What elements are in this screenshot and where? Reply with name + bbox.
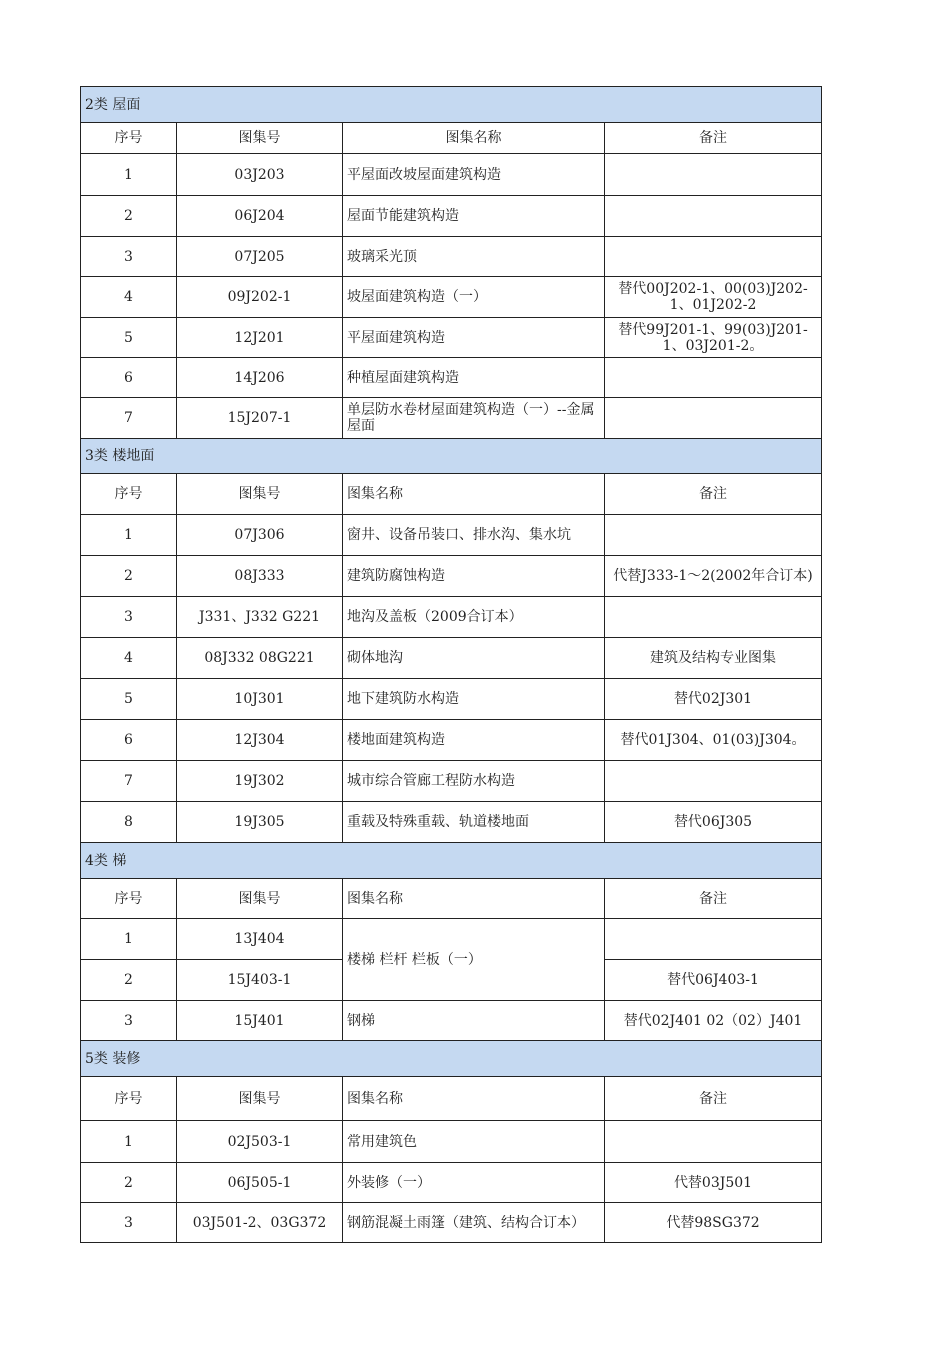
table-row bbox=[81, 1163, 822, 1203]
table-row bbox=[81, 919, 822, 960]
header-no: 序号 bbox=[81, 1077, 177, 1121]
table-row bbox=[81, 1001, 822, 1041]
row-code: 08J332 08G221 bbox=[177, 638, 343, 679]
row-name: 楼地面建筑构造 bbox=[343, 720, 605, 761]
row-note bbox=[605, 515, 822, 556]
row-name: 种植屋面建筑构造 bbox=[343, 358, 605, 398]
section-header-decoration bbox=[81, 1041, 822, 1077]
row-no: 4 bbox=[81, 638, 177, 679]
header-note: 备注 bbox=[605, 1077, 822, 1121]
row-note: 替代99J201-1、99(03)J201-1、03J201-2。 bbox=[605, 318, 822, 358]
row-name: 重载及特殊重载、轨道楼地面 bbox=[343, 802, 605, 843]
column-header-row bbox=[81, 1077, 822, 1121]
row-note bbox=[605, 196, 822, 237]
row-code: 15J207-1 bbox=[177, 398, 343, 439]
atlas-catalog-table bbox=[80, 86, 822, 1243]
table-row bbox=[81, 515, 822, 556]
table-row bbox=[81, 358, 822, 398]
row-note bbox=[605, 919, 822, 960]
row-code: 06J505-1 bbox=[177, 1163, 343, 1203]
row-no: 8 bbox=[81, 802, 177, 843]
row-name: 外装修（一） bbox=[343, 1163, 605, 1203]
header-name: 图集名称 bbox=[343, 1077, 605, 1121]
header-name: 图集名称 bbox=[343, 474, 605, 515]
row-code: J331、J332 G221 bbox=[177, 597, 343, 638]
section-title: 4类 梯 bbox=[81, 843, 822, 879]
section-header-stair bbox=[81, 843, 822, 879]
row-code: 15J403-1 bbox=[177, 960, 343, 1001]
row-code: 10J301 bbox=[177, 679, 343, 720]
row-code: 19J305 bbox=[177, 802, 343, 843]
header-note: 备注 bbox=[605, 123, 822, 154]
row-code: 14J206 bbox=[177, 358, 343, 398]
table-row bbox=[81, 802, 822, 843]
row-note: 代替J333-1～2(2002年合订本) bbox=[605, 556, 822, 597]
row-note: 代替03J501 bbox=[605, 1163, 822, 1203]
row-code: 13J404 bbox=[177, 919, 343, 960]
row-code: 12J304 bbox=[177, 720, 343, 761]
section-title: 3类 楼地面 bbox=[81, 439, 822, 474]
row-no: 3 bbox=[81, 1001, 177, 1041]
table-row bbox=[81, 1121, 822, 1163]
row-note bbox=[605, 398, 822, 439]
table-row bbox=[81, 761, 822, 802]
row-note: 替代02J301 bbox=[605, 679, 822, 720]
row-note: 替代00J202-1、00(03)J202-1、01J202-2 bbox=[605, 277, 822, 318]
row-no: 1 bbox=[81, 154, 177, 196]
row-no: 6 bbox=[81, 720, 177, 761]
table-row bbox=[81, 154, 822, 196]
header-code: 图集号 bbox=[177, 879, 343, 919]
row-note bbox=[605, 358, 822, 398]
row-name: 地沟及盖板（2009合订本） bbox=[343, 597, 605, 638]
row-no: 1 bbox=[81, 919, 177, 960]
row-code: 12J201 bbox=[177, 318, 343, 358]
row-no: 7 bbox=[81, 398, 177, 439]
section-title: 5类 装修 bbox=[81, 1041, 822, 1077]
row-no: 2 bbox=[81, 1163, 177, 1203]
table-row bbox=[81, 638, 822, 679]
column-header-row bbox=[81, 474, 822, 515]
row-code: 09J202-1 bbox=[177, 277, 343, 318]
row-no: 3 bbox=[81, 237, 177, 277]
row-code: 07J306 bbox=[177, 515, 343, 556]
row-name: 砌体地沟 bbox=[343, 638, 605, 679]
row-name: 平屋面改坡屋面建筑构造 bbox=[343, 154, 605, 196]
table-row bbox=[81, 720, 822, 761]
row-code: 07J205 bbox=[177, 237, 343, 277]
row-no: 5 bbox=[81, 679, 177, 720]
table-row bbox=[81, 556, 822, 597]
header-note: 备注 bbox=[605, 879, 822, 919]
row-name: 钢梯 bbox=[343, 1001, 605, 1041]
row-name: 屋面节能建筑构造 bbox=[343, 196, 605, 237]
header-no: 序号 bbox=[81, 879, 177, 919]
row-name: 楼梯 栏杆 栏板（一） bbox=[343, 919, 605, 1001]
row-code: 08J333 bbox=[177, 556, 343, 597]
row-code: 02J503-1 bbox=[177, 1121, 343, 1163]
row-name: 常用建筑色 bbox=[343, 1121, 605, 1163]
row-name: 坡屋面建筑构造（一） bbox=[343, 277, 605, 318]
row-name: 城市综合管廊工程防水构造 bbox=[343, 761, 605, 802]
row-no: 1 bbox=[81, 1121, 177, 1163]
header-code: 图集号 bbox=[177, 474, 343, 515]
row-code: 15J401 bbox=[177, 1001, 343, 1041]
table-row bbox=[81, 196, 822, 237]
row-code: 03J501-2、03G372 bbox=[177, 1203, 343, 1243]
header-no: 序号 bbox=[81, 474, 177, 515]
table-row bbox=[81, 597, 822, 638]
row-note: 建筑及结构专业图集 bbox=[605, 638, 822, 679]
header-name: 图集名称 bbox=[343, 123, 605, 154]
row-no: 5 bbox=[81, 318, 177, 358]
table-row bbox=[81, 679, 822, 720]
row-code: 19J302 bbox=[177, 761, 343, 802]
header-code: 图集号 bbox=[177, 123, 343, 154]
header-name: 图集名称 bbox=[343, 879, 605, 919]
row-no: 4 bbox=[81, 277, 177, 318]
section-title: 2类 屋面 bbox=[81, 87, 822, 123]
row-note bbox=[605, 597, 822, 638]
row-note bbox=[605, 154, 822, 196]
row-no: 3 bbox=[81, 597, 177, 638]
header-note: 备注 bbox=[605, 474, 822, 515]
row-note bbox=[605, 761, 822, 802]
section-header-roof bbox=[81, 87, 822, 123]
row-name: 单层防水卷材屋面建筑构造（一）--金属屋面 bbox=[343, 398, 605, 439]
row-no: 1 bbox=[81, 515, 177, 556]
section-header-floor bbox=[81, 439, 822, 474]
row-no: 6 bbox=[81, 358, 177, 398]
row-name: 平屋面建筑构造 bbox=[343, 318, 605, 358]
row-name: 建筑防腐蚀构造 bbox=[343, 556, 605, 597]
table-row bbox=[81, 318, 822, 358]
header-code: 图集号 bbox=[177, 1077, 343, 1121]
row-code: 06J204 bbox=[177, 196, 343, 237]
row-no: 7 bbox=[81, 761, 177, 802]
row-no: 2 bbox=[81, 556, 177, 597]
table-row bbox=[81, 277, 822, 318]
row-no: 3 bbox=[81, 1203, 177, 1243]
row-note bbox=[605, 1121, 822, 1163]
row-note: 替代06J403-1 bbox=[605, 960, 822, 1001]
row-note: 替代06J305 bbox=[605, 802, 822, 843]
row-note: 替代01J304、01(03)J304。 bbox=[605, 720, 822, 761]
column-header-row bbox=[81, 123, 822, 154]
row-note: 替代02J401 02（02）J401 bbox=[605, 1001, 822, 1041]
row-name: 地下建筑防水构造 bbox=[343, 679, 605, 720]
row-note bbox=[605, 237, 822, 277]
column-header-row bbox=[81, 879, 822, 919]
row-note: 代替98SG372 bbox=[605, 1203, 822, 1243]
row-name: 窗井、设备吊装口、排水沟、集水坑 bbox=[343, 515, 605, 556]
row-name: 钢筋混凝土雨篷（建筑、结构合订本） bbox=[343, 1203, 605, 1243]
table-row bbox=[81, 1203, 822, 1243]
row-no: 2 bbox=[81, 960, 177, 1001]
header-no: 序号 bbox=[81, 123, 177, 154]
table-row bbox=[81, 398, 822, 439]
row-code: 03J203 bbox=[177, 154, 343, 196]
table-row bbox=[81, 237, 822, 277]
row-no: 2 bbox=[81, 196, 177, 237]
row-name: 玻璃采光顶 bbox=[343, 237, 605, 277]
